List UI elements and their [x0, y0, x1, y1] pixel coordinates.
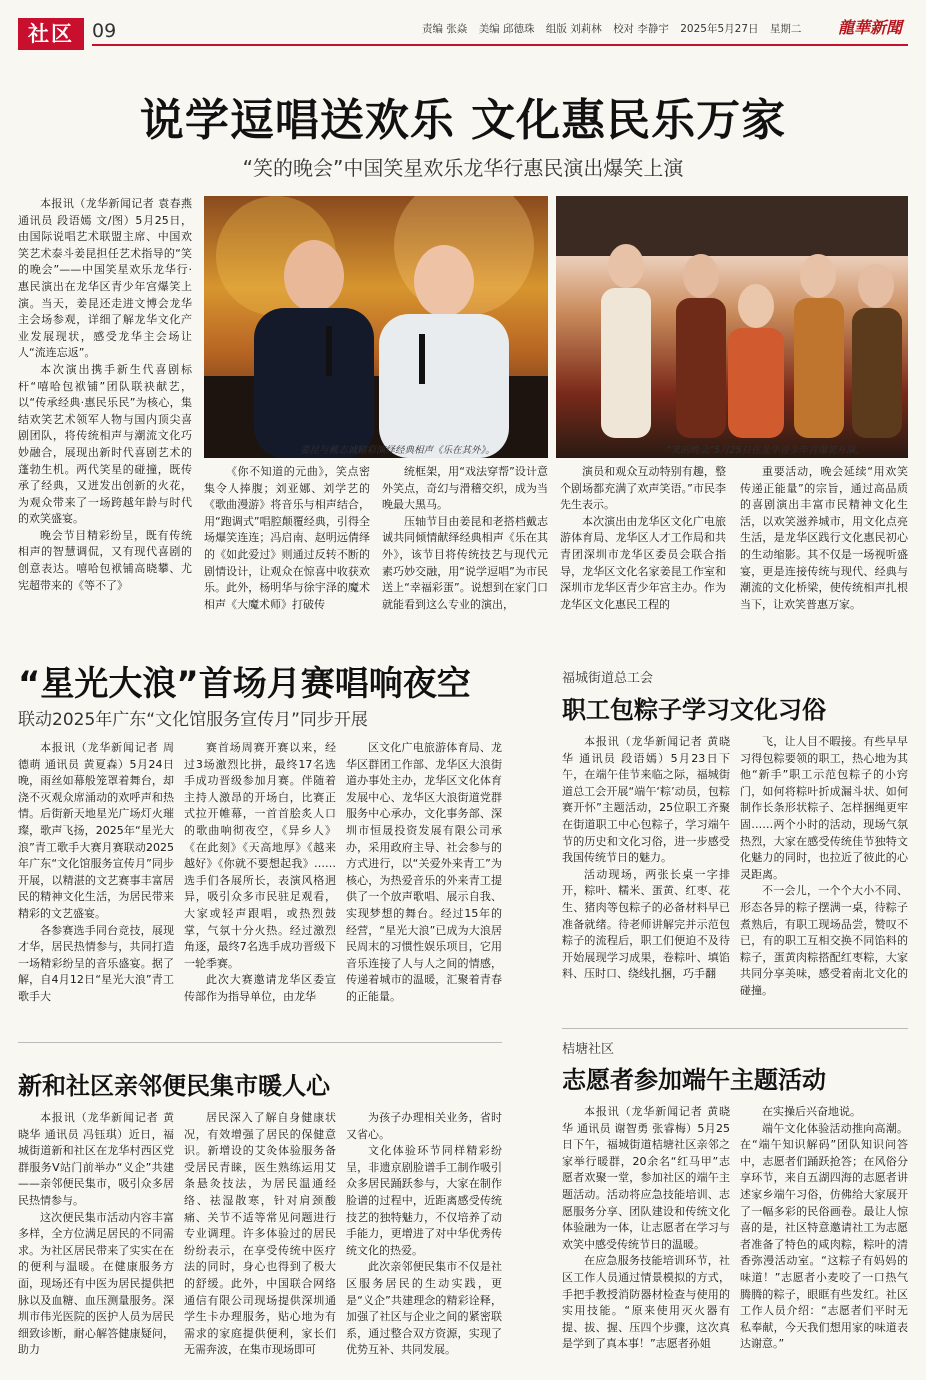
paragraph: 飞，让人目不暇接。有些早早习得包粽要领的职工，热心地为其他“新手”职工示范包粽子的小窍门，如何将粽叶折成漏斗状、如何制作长条形状粽子、怎样捆绳更牢固……两个小时的活动，现场气氛热烈，大家在感受传统佳节独特文化魅力的同时，也拉近了彼此的心灵距离。	[740, 735, 908, 881]
photo-crosstalk-troupe	[556, 196, 908, 458]
paragraph: 本报讯（龙华新闻记者 袁春燕 通讯员 段语嫣 文/图）5月25日，由国际说唱艺术联盟主席、中国欢笑艺术泰斗姜昆担任艺术指导的“笑的晚会”——中国笑星欢乐龙华行·惠民演出在龙华区青少年宫爆笑上演。当天，姜昆还走进文博会龙华主会场参观，详细了解龙华文化产业发展现状，感受龙华主会场让人“流连忘返”。	[18, 197, 192, 360]
volunteer-headline: 志愿者参加端午主题活动	[562, 1066, 826, 1094]
star-column-1	[18, 740, 174, 1036]
paragraph: 这次便民集市活动内容丰富多样，全方位满足居民的不同需求。为社区居民带来了实实在在的便利与温暖。在健康服务方面，现场还有中医为居民提供把脉以及血糖、血压测量服务。深圳市伟光医院的医护人员为居民细致诊断，耐心解答健康疑问，助力	[18, 1210, 174, 1357]
star-subheadline: 联动2025年广东“文化馆服务宣传月”同步开展	[18, 710, 368, 730]
lead-subheadline: “笑的晚会”中国笑星欢乐龙华行惠民演出爆笑上演	[242, 156, 684, 180]
paragraph: 《你不知道的元曲》，笑点密集令人捧腹；刘亚娜、刘学艺的《歌曲漫游》将音乐与相声结合，用“跑调式”唱腔颠覆经典，引得全场爆笑连连；冯启南、赵明远倩绎的《如此爱过》则通过反转不断的剧情设计，让观众在惊喜中收获欢乐。此外，杨明华与徐宇泽的魔术相声《大魔术师》打破传	[204, 465, 370, 611]
art-editor-credit: 美编 邱德珠	[478, 23, 535, 35]
paragraph: 本报讯（龙华新闻记者 黄晓华 通讯员 段语嫣）5月23日下午，在端午佳节来临之际，福城街道总工会开展“端午‘粽’动员，包粽赛开怀”主题活动，25位职工齐聚在街道职工中心包粽子，学习端午节的历史和文化习俗，进一步感受我国传统节日的魅力。	[562, 735, 730, 865]
photo-illustration	[204, 196, 548, 458]
lead-photo2-caption: “笑的晚会”5月25日在龙华青少年宫爆笑开演。	[666, 445, 865, 456]
lead-column-1	[18, 196, 192, 654]
neighbor-headline: 新和社区亲邻便民集市暖人心	[18, 1072, 330, 1100]
paragraph: 本报讯（龙华新闻记者 黄晓华 通讯员 谢智勇 张睿梅）5月25日下午，福城街道桔塘社区亲邻之家举行暖群，20余名“红马甲”志愿者欢聚一堂，参加社区的端午主题活动。活动将应急技能培训、志愿服务分享、团队建设和传统文化体验融为一体，让志愿者在学习与欢笑中感受传统节日的温暖。	[562, 1105, 730, 1251]
paragraph: 端午文化体验活动推向高潮。在“端午知识解码”团队知识问答中，志愿者们踊跃抢答；在风俗分享环节，来自五湖四海的志愿者讲述家乡端午习俗，仿佛给大家展开了一幅多彩的民俗画卷。最让人惊喜的是，社区特意邀请社工为志愿者准备了特色的咸肉粽，粽叶的清香弥漫活动室。“这粽子有妈妈的味道！”志愿者小麦咬了一口热气腾腾的粽子，眼眶有些发红。社区工作人员介绍：“志愿者们平时无私奉献，今天我们想用家的味道表达谢意。”	[740, 1121, 908, 1351]
paragraph: 不一会儿，一个个大小不同、形态各异的粽子摆满一桌，待粽子煮熟后，有职工现场品尝，赞叹不已，有的职工互相交换不同馅料的粽子，蛋黄肉粽搭配红枣粽，大家共同分享美味，感受着南北文化的碰撞。	[740, 884, 908, 997]
proof-credit: 校对 李静宇	[613, 23, 669, 35]
paragraph: 各参赛选手同台竞技，展现才华，居民热情参与，共同打造一场精彩纷呈的音乐盛宴。据了解，自4月12日“星光大浪”青工歌手大	[18, 923, 174, 1003]
paragraph: 统框架，用“戏法穿帮”设计意外笑点，奇幻与滑稽交织，成为当晚最大黑马。	[382, 465, 548, 512]
header-rule	[92, 44, 908, 46]
paragraph: 在应急服务技能培训环节，社区工作人员通过情景模拟的方式，手把手教授消防器材检查与使用的实用技能。“原来使用灭火器有提、拔、握、压四个步骤，这次真是学到了真本事！”志愿者孙姐	[562, 1254, 730, 1351]
neighbor-column-3	[346, 1110, 502, 1372]
page-credits	[422, 21, 809, 36]
paragraph: 本次演出携手新生代喜剧标杆“嘻哈包袱铺”团队联袂献艺，以“传承经典·惠民乐民”为核心，集结欢笑艺术领军人物与国内顶尖喜剧团队，将传统相声与潮流文化巧妙融合，展现出新时代喜剧艺术的蓬勃生机。两代笑星的碰撞，既传承了经典，又迸发出创新的火花，为观众带来了一场跨越年龄与时代的欢笑盛宴。	[18, 362, 192, 526]
paragraph: 赛首场周赛开赛以来，经过3场激烈比拼，最终17名选手成功晋级参加月赛。伴随着主持人激昂的开场白，比赛正式拉开帷幕，一首首脍炙人口的歌曲响彻夜空，《异乡人》《在此刻》《天高地厚》《越来越好》《你就不要想起我》……选手们各展所长，表演风格迥异，吸引众多市民驻足观看，大家或轻声跟唱，或热烈鼓掌，气氛十分火热。经过激烈角逐，最终7名选手成功晋级下一轮季赛。	[184, 741, 336, 970]
paragraph: 活动现场，两张长桌一字排开，粽叶、糯米、蛋黄、红枣、花生、猪肉等包粽子的必备材料早已准备就绪。待老师讲解完并示范包粽子的流程后，职工们便迫不及待开始展现学习成果，卷粽叶、填馅料、压时口、绕线扎捆，巧手翻	[562, 867, 730, 981]
lead-column-2	[204, 464, 370, 654]
zongzi-column-1	[562, 734, 730, 1026]
star-column-3	[346, 740, 502, 1036]
paragraph: 文化体验环节同样精彩纷呈，非遗京剧脸谱手工制作吸引众多居民踊跃参与，大家在制作脸谱的过程中，近距离感受传统技艺的独特魅力，不仅培养了动手能力，更增进了对中华优秀传统文化的热爱。	[346, 1144, 502, 1257]
paragraph: 为孩子办理相关业务，省时又省心。	[346, 1111, 502, 1141]
volunteer-kicker: 桔塘社区	[562, 1042, 615, 1057]
paragraph: 居民深入了解自身健康状况，有效增强了居民的保健意识。新增设的艾灸体验服务备受居民青睐，医生熟练运用艾条悬灸技法，为居民温通经络、祛湿散寒，针对肩颈酸痛、关节不适等常见问题进行专业调理。许多体验过的居民纷纷表示，在享受传统中医疗法的同时，身心也得到了极大的舒缓。此外，中国联合网络通信有限公司现场提供深圳通学生卡办理服务，贴心地为有需求的家庭提供便利，家长们无需奔波，在集市现场即可	[184, 1111, 336, 1357]
paragraph: 此次亲邻便民集市不仅是社区服务居民的生动实践，更是“义企”共建理念的精彩诠释，加强了社区与企业之间的紧密联系，通过整合双方资源，实现了优势互补、共同发展。	[346, 1260, 502, 1357]
issue-weekday: 星期二	[769, 23, 802, 35]
issue-date: 2025年5月27日	[680, 23, 759, 35]
volunteer-column-1	[562, 1104, 730, 1372]
zongzi-headline: 职工包粽子学习文化习俗	[562, 696, 826, 724]
photo-illustration	[556, 196, 908, 458]
zongzi-column-2	[740, 734, 908, 1026]
zongzi-kicker: 福城街道总工会	[562, 671, 654, 686]
star-headline: “星光大浪”首场月赛唱响夜空	[18, 664, 471, 704]
lead-column-5	[740, 464, 908, 654]
paragraph: 本次演出由龙华区文化广电旅游体育局、龙华区人才工作局和共青团深圳市龙华区委员会联合指导，龙华区文化名家姜昆工作室和深圳市龙华区青少年宫主办。作为龙华区文化惠民工程的	[560, 514, 726, 611]
photo-jiang-kun-stage	[204, 196, 548, 458]
section-badge: 社区	[18, 18, 84, 50]
paragraph: 区文化广电旅游体育局、龙华区群团工作部、龙华区大浪街道办事处主办，龙华区文化体育发展中心、龙华区大浪街道党群服务中心承办，文化事务部、深圳市恒晟投资发展有限公司承办，采用政府主导、社会参与的方式进行，以“关爱外来青工”为核心，为热爱音乐的外来青工提供了一个放声歌唱、展示自我、实现梦想的舞台。经过15年的经营，“星光大浪”已成为大浪居民周末的习惯性娱乐项目，它用音乐连接了人与人之间的情感，传递着城市的温暖，汇聚着青春的正能量。	[346, 741, 502, 1003]
section-divider	[562, 1028, 908, 1029]
lead-column-3	[382, 464, 548, 654]
paragraph: 本报讯（龙华新闻记者 黄晓华 通讯员 冯钰琪）近日，福城街道新和社区在龙华村西区党群服务V站门前举办“义企”共建——亲邻便民集市，吸引众多居民热情参与。	[18, 1111, 174, 1207]
paragraph: 在实操后兴奋地说。	[762, 1105, 861, 1118]
paragraph: 重要活动，晚会延续“用欢笑传递正能量”的宗旨，通过高品质的喜剧演出丰富市民精神文化生活，以欢笑滋养城市，用文化点亮生活，是龙华区践行文化惠民初心的生动缩影。其不仅是一场视听盛宴，更是连接传统与现代、经典与潮流的文化桥梁，使传统相声扎根当下，让欢笑普惠万家。	[740, 465, 908, 611]
paragraph: 演员和观众互动特别有趣，整个剧场都充满了欢声笑语。”市民李先生表示。	[560, 465, 726, 512]
layout-credit: 组版 刘莉林	[545, 23, 602, 35]
star-column-2	[184, 740, 336, 1036]
newspaper-logo: 龍華新聞	[838, 18, 903, 37]
lead-headline: 说学逗唱送欢乐 文化惠民乐万家	[139, 95, 787, 146]
neighbor-column-2	[184, 1110, 336, 1372]
paragraph: 此次大赛邀请龙华区委宣传部作为指导单位，由龙华	[184, 973, 336, 1003]
section-divider	[18, 1042, 502, 1043]
lead-photo1-caption: 姜昆与戴志诚精彩演绎经典相声《乐在其外》。	[300, 445, 495, 456]
lead-column-4	[560, 464, 726, 654]
neighbor-column-1	[18, 1110, 174, 1372]
paragraph: 晚会节目精彩纷呈，既有传统相声的智慧调侃，又有现代喜剧的创意表达。嘻哈包袱铺高晓攀、尤宪超带来的《等不了》	[18, 528, 192, 592]
paragraph: 压轴节目由姜昆和老搭档戴志诚共同倾情献绎经典相声《乐在其外》，该节目将传统技艺与现代元素巧妙交融，用“说学逗唱”为市民送上“幸福彩蛋”。说想到在家门口就能看到这么专业的演出，	[382, 514, 548, 611]
editor-credit: 责编 张焱	[422, 23, 468, 35]
paragraph: 本报讯（龙华新闻记者 周德萌 通讯员 黄夏森）5月24日晚，雨丝如幕般笼罩着舞台，却浇不灭观众席涌动的欢呼声和热情。后街新天地星光广场灯火璀璨，歌声飞扬，2025年“星光大浪”青工歌手大赛月赛联动2025年广东“文化馆服务宣传月”同步开展，以精湛的文艺赛事丰富居民的精神文化生活，为居民带来精彩的文艺盛宴。	[18, 741, 174, 920]
page-number: 09	[92, 20, 117, 42]
volunteer-column-2	[740, 1104, 908, 1372]
